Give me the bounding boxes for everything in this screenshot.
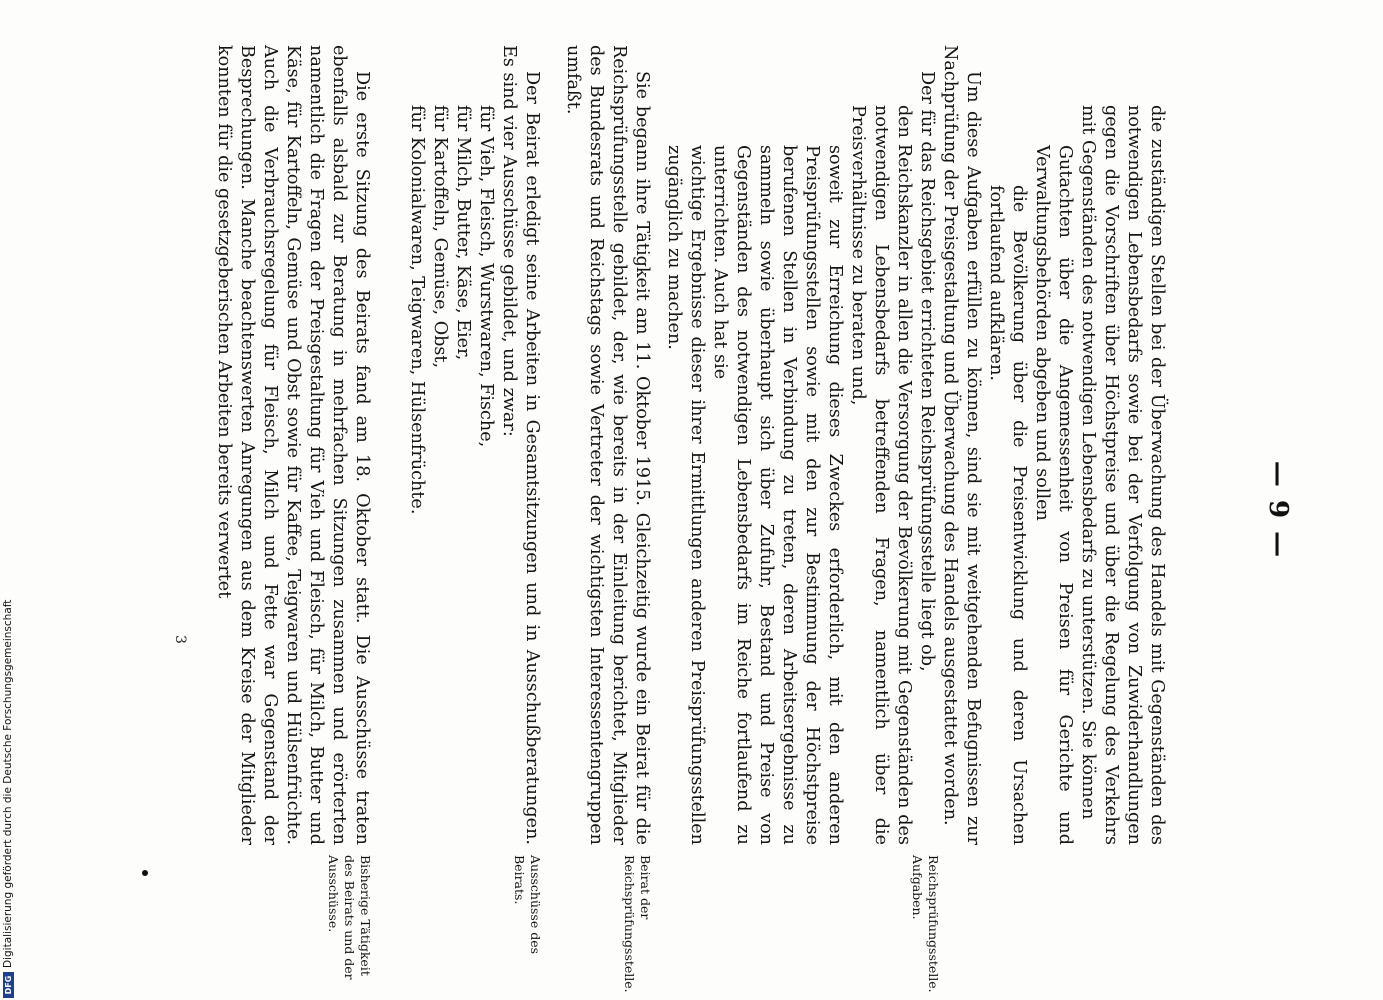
dfg-logo: DFG [3,972,14,998]
print-speck [142,870,148,876]
margin-note: Ausschüsse des Beirats. [512,855,543,955]
list-item: für Kolonialwaren, Teigwaren, Hülsenfrüchte. [407,105,427,515]
funding-credit-text: Digitalisierung gefördert durch die Deutsche Forschungsgemeinschaft [2,599,14,968]
body-section-2 [662,45,938,845]
body-section-4 [405,45,543,845]
paragraph: wichtige Ergebnisse dieser ihrer Ermittlungen anderen Preisprüfungsstellen zugänglich zu machen. [664,145,707,845]
paragraph: die zuständigen Stellen bei der Überwachung des Handels mit Gegenständen des notwendigen Lebensbedarfs sowie bei der Verfolgung von Zuwiderhandlungen gegen die Vorschriften über Höchstpreise und über die Regelung des Verkehrs mit Gegenständen des notwendigen Lebensbedarfs zu unterstützen. Sie können [1078,105,1167,845]
paragraph: Die erste Sitzung des Beirats fand am 18. Oktober statt. Die Ausschüsse traten ebenfalls alsbald zur Beratung in mehrfachen Sitzungen zusammen und erörterten namentlich die Fragen der Preisgestaltung für Vieh und Fleisch, für Milch, Butter und Käse, für Kartoffeln, Gemüse und Obst sowie für Kaffee, Teigwaren und Hülsenfrüchte. Auch die Verbrauchsregelung für Fleisch, Milch und Fette war Gegenstand der Besprechungen. Manche beachtenswerten Anregungen aus dem Kreise der Mitglieder konnten für die gesetzgeberischen Arbeiten bereits verwertet [214,45,372,845]
signature-mark: 3 [172,635,188,644]
paragraph: Der für das Reichsgebiet errichteten Reichsprüfungsstelle liegt ob, [917,71,937,672]
paragraph: den Reichskanzler in allen die Versorgung der Bevölkerung mit Gegenständen des notwendigen Lebensbedarfs betreffenden Fragen, namentlich über die Preisverhältnisse zu beraten und, [848,105,914,845]
body-section-3 [561,45,653,845]
margin-note: Reichsprüfungsstelle. Aufgaben. [910,855,941,993]
list-item: für Milch, Butter, Käse, Eier, [453,105,473,361]
body-section-5 [212,45,373,845]
paragraph: Gutachten über die Angemessenheit von Preisen für Gerichte und Verwaltungsbehörden abgeben und sollen [1032,145,1075,845]
paragraph: die Bevölkerung über die Preisentwicklung und deren Ursachen fortlaufend aufklären. [986,185,1029,845]
paragraph: Der Beirat erledigt seine Arbeiten in Gesamtsitzungen und in Ausschußberatungen. Es sind vier Ausschüsse gebildet, und zwar: [499,45,542,845]
margin-note: Beirat der Reichsprüfungsstelle. [622,855,653,993]
page-number: — 9 — [1263,460,1293,560]
list-item: für Kartoffeln, Gemüse, Obst, [430,105,450,369]
paragraph: soweit zur Erreichung dieses Zweckes erforderlich, mit den anderen Preisprüfungsstellen sowie mit den zur Bestimmung der Höchstpreise berufenen Stellen in Verbindung zu treten, deren Arbeitsergebnisse zu sammeln sowie überhaupt sich über Zufuhr, Bestand und Preise von Gegenständen des notwendigen Lebensbedarfs im Reiche fortlaufend zu unterrichten. Auch hat sie [710,145,845,845]
list-item: für Vieh, Fleisch, Wurstwaren, Fische, [476,105,496,448]
body-section-1 [938,45,1168,845]
margin-note: Bisherige Tätigkeit des Beirats und der Ausschüsse. [326,855,373,980]
paragraph: Sie begann ihre Tätigkeit am 11. Oktober 1915. Gleichzeitig wurde ein Beirat für die Reichsprüfungsstelle gebildet, der, wie bereits in der Einleitung berichtet, Mitglieder des Bundesrats und Reichstags sowie Vertreter der wichtigsten Interessentengruppen umfaßt. [563,45,652,845]
paragraph: Um diese Aufgaben erfüllen zu können, sind sie mit weitgehenden Befugnissen zur Nachprüfung der Preisgestaltung und Überwachung des Handels ausgestattet worden. [940,45,983,845]
